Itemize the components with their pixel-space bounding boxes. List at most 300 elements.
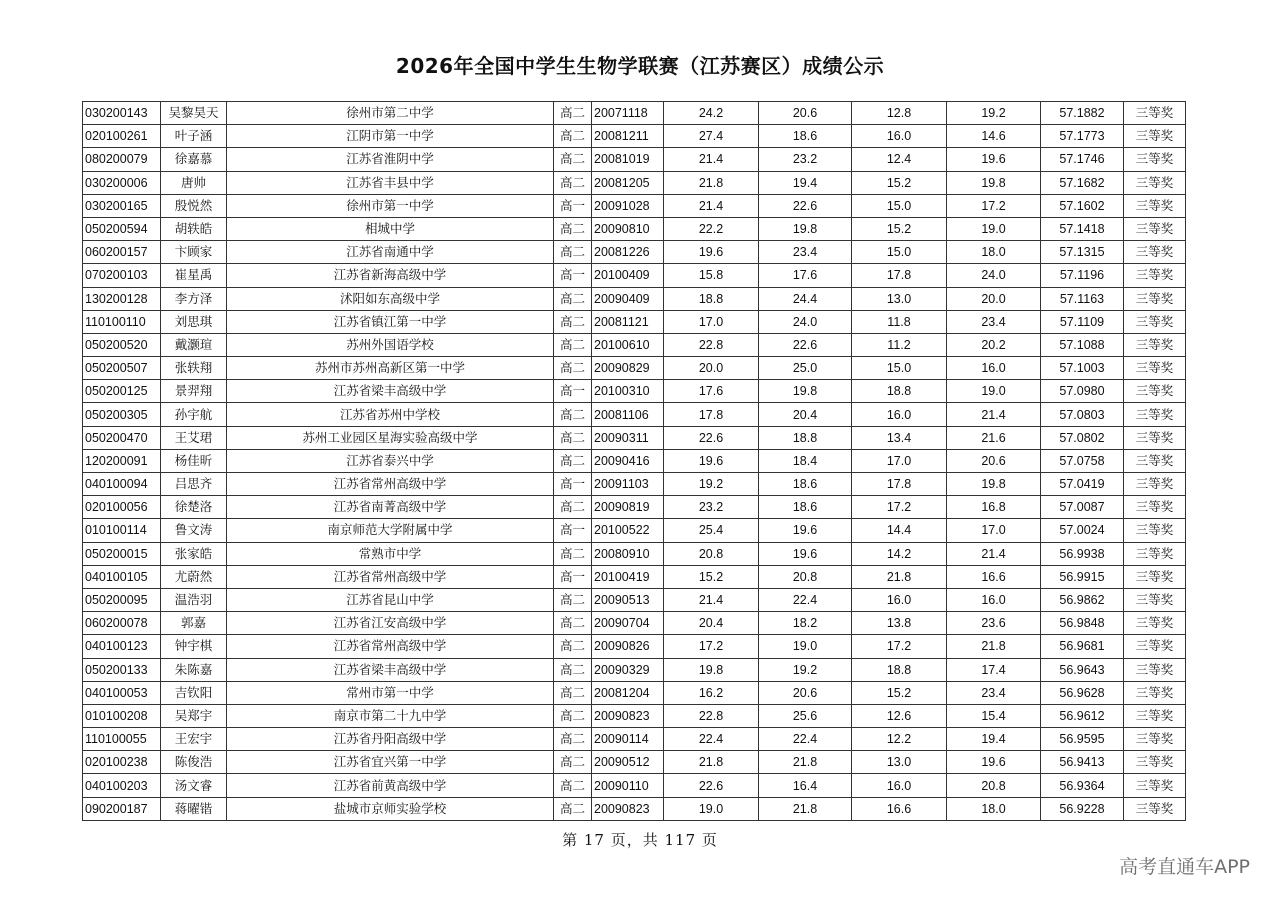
student-id-cell: 030200143 [83, 102, 161, 125]
score-1-cell: 20.8 [664, 542, 759, 565]
birthdate-cell: 20091103 [592, 473, 664, 496]
score-4-cell: 16.0 [947, 588, 1041, 611]
score-2-cell: 25.6 [759, 704, 852, 727]
table-row [83, 241, 1186, 264]
score-3-cell: 15.2 [852, 217, 947, 240]
score-2-cell: 20.8 [759, 565, 852, 588]
score-2-cell: 18.6 [759, 125, 852, 148]
award-cell: 三等奖 [1124, 774, 1186, 797]
student-id-cell: 020100261 [83, 125, 161, 148]
student-id-cell: 040100053 [83, 681, 161, 704]
score-1-cell: 20.4 [664, 612, 759, 635]
score-2-cell: 23.4 [759, 241, 852, 264]
award-cell: 三等奖 [1124, 542, 1186, 565]
score-2-cell: 22.4 [759, 728, 852, 751]
total-score-cell: 56.9413 [1041, 751, 1124, 774]
score-4-cell: 17.0 [947, 519, 1041, 542]
birthdate-cell: 20091028 [592, 194, 664, 217]
grade-cell: 高二 [554, 333, 592, 356]
table-row [83, 217, 1186, 240]
grade-cell: 高二 [554, 681, 592, 704]
birthdate-cell: 20100419 [592, 565, 664, 588]
total-score-cell: 56.9938 [1041, 542, 1124, 565]
student-name-cell: 景羿翔 [161, 380, 227, 403]
score-1-cell: 21.8 [664, 751, 759, 774]
birthdate-cell: 20081211 [592, 125, 664, 148]
award-cell: 三等奖 [1124, 519, 1186, 542]
score-2-cell: 19.6 [759, 519, 852, 542]
score-1-cell: 19.2 [664, 473, 759, 496]
student-id-cell: 010100114 [83, 519, 161, 542]
student-id-cell: 110100055 [83, 728, 161, 751]
birthdate-cell: 20090416 [592, 449, 664, 472]
score-2-cell: 20.4 [759, 403, 852, 426]
score-2-cell: 16.4 [759, 774, 852, 797]
table-row [83, 310, 1186, 333]
total-score-cell: 57.1003 [1041, 357, 1124, 380]
score-4-cell: 23.4 [947, 681, 1041, 704]
total-score-cell: 56.9643 [1041, 658, 1124, 681]
table-row [83, 658, 1186, 681]
score-3-cell: 16.0 [852, 125, 947, 148]
birthdate-cell: 20090513 [592, 588, 664, 611]
score-1-cell: 23.2 [664, 496, 759, 519]
grade-cell: 高二 [554, 171, 592, 194]
student-name-cell: 叶子涵 [161, 125, 227, 148]
student-id-cell: 110100110 [83, 310, 161, 333]
total-score-cell: 57.1315 [1041, 241, 1124, 264]
score-2-cell: 25.0 [759, 357, 852, 380]
score-3-cell: 18.8 [852, 658, 947, 681]
score-1-cell: 25.4 [664, 519, 759, 542]
score-1-cell: 21.8 [664, 171, 759, 194]
award-cell: 三等奖 [1124, 565, 1186, 588]
total-score-cell: 57.1746 [1041, 148, 1124, 171]
school-cell: 江苏省淮阴中学 [227, 148, 554, 171]
student-id-cell: 030200165 [83, 194, 161, 217]
score-2-cell: 19.8 [759, 380, 852, 403]
student-id-cell: 050200507 [83, 357, 161, 380]
student-name-cell: 张轶翔 [161, 357, 227, 380]
table-row [83, 148, 1186, 171]
student-id-cell: 050200470 [83, 426, 161, 449]
award-cell: 三等奖 [1124, 681, 1186, 704]
grade-cell: 高二 [554, 125, 592, 148]
award-cell: 三等奖 [1124, 194, 1186, 217]
score-2-cell: 18.2 [759, 612, 852, 635]
school-cell: 江苏省前黄高级中学 [227, 774, 554, 797]
school-cell: 江苏省宜兴第一中学 [227, 751, 554, 774]
grade-cell: 高二 [554, 612, 592, 635]
score-3-cell: 13.0 [852, 751, 947, 774]
total-score-cell: 57.0758 [1041, 449, 1124, 472]
student-name-cell: 陈俊浩 [161, 751, 227, 774]
table-row [83, 704, 1186, 727]
total-score-cell: 56.9862 [1041, 588, 1124, 611]
school-cell: 苏州工业园区星海实验高级中学 [227, 426, 554, 449]
score-2-cell: 19.8 [759, 217, 852, 240]
score-3-cell: 15.2 [852, 171, 947, 194]
score-2-cell: 20.6 [759, 102, 852, 125]
score-3-cell: 13.4 [852, 426, 947, 449]
score-3-cell: 17.2 [852, 496, 947, 519]
school-cell: 江苏省苏州中学校 [227, 403, 554, 426]
total-score-cell: 56.9915 [1041, 565, 1124, 588]
birthdate-cell: 20090823 [592, 797, 664, 820]
score-4-cell: 20.0 [947, 287, 1041, 310]
student-id-cell: 040100094 [83, 473, 161, 496]
award-cell: 三等奖 [1124, 102, 1186, 125]
total-score-cell: 57.0024 [1041, 519, 1124, 542]
score-4-cell: 17.2 [947, 194, 1041, 217]
birthdate-cell: 20090329 [592, 658, 664, 681]
student-id-cell: 050200520 [83, 333, 161, 356]
table-row [83, 612, 1186, 635]
score-4-cell: 20.6 [947, 449, 1041, 472]
student-name-cell: 吴郑宇 [161, 704, 227, 727]
table-row [83, 287, 1186, 310]
school-cell: 江苏省南菁高级中学 [227, 496, 554, 519]
score-4-cell: 16.0 [947, 357, 1041, 380]
award-cell: 三等奖 [1124, 241, 1186, 264]
table-row [83, 171, 1186, 194]
school-cell: 徐州市第二中学 [227, 102, 554, 125]
score-4-cell: 14.6 [947, 125, 1041, 148]
score-3-cell: 21.8 [852, 565, 947, 588]
award-cell: 三等奖 [1124, 449, 1186, 472]
score-1-cell: 22.6 [664, 774, 759, 797]
score-1-cell: 15.8 [664, 264, 759, 287]
total-score-cell: 57.0087 [1041, 496, 1124, 519]
grade-cell: 高二 [554, 658, 592, 681]
score-4-cell: 19.8 [947, 171, 1041, 194]
score-2-cell: 24.4 [759, 287, 852, 310]
results-table-body [83, 102, 1186, 821]
table-row [83, 728, 1186, 751]
grade-cell: 高二 [554, 403, 592, 426]
grade-cell: 高二 [554, 704, 592, 727]
birthdate-cell: 20100409 [592, 264, 664, 287]
school-cell: 南京师范大学附属中学 [227, 519, 554, 542]
school-cell: 相城中学 [227, 217, 554, 240]
student-id-cell: 040100105 [83, 565, 161, 588]
student-id-cell: 010100208 [83, 704, 161, 727]
student-name-cell: 钟宇棋 [161, 635, 227, 658]
birthdate-cell: 20081226 [592, 241, 664, 264]
student-name-cell: 殷悦然 [161, 194, 227, 217]
student-name-cell: 王宏宇 [161, 728, 227, 751]
school-cell: 江苏省江安高级中学 [227, 612, 554, 635]
table-row [83, 681, 1186, 704]
student-id-cell: 050200305 [83, 403, 161, 426]
student-name-cell: 李方泽 [161, 287, 227, 310]
grade-cell: 高二 [554, 357, 592, 380]
school-cell: 江苏省常州高级中学 [227, 565, 554, 588]
table-row [83, 774, 1186, 797]
score-3-cell: 15.0 [852, 194, 947, 217]
school-cell: 常州市第一中学 [227, 681, 554, 704]
score-4-cell: 19.8 [947, 473, 1041, 496]
score-4-cell: 21.6 [947, 426, 1041, 449]
total-score-cell: 57.1109 [1041, 310, 1124, 333]
table-row [83, 565, 1186, 588]
score-3-cell: 17.0 [852, 449, 947, 472]
score-1-cell: 22.2 [664, 217, 759, 240]
table-row [83, 264, 1186, 287]
score-2-cell: 18.4 [759, 449, 852, 472]
score-4-cell: 21.4 [947, 403, 1041, 426]
student-name-cell: 徐楚洛 [161, 496, 227, 519]
score-1-cell: 21.4 [664, 588, 759, 611]
table-row [83, 542, 1186, 565]
student-id-cell: 050200095 [83, 588, 161, 611]
score-2-cell: 22.6 [759, 333, 852, 356]
score-2-cell: 19.4 [759, 171, 852, 194]
score-2-cell: 17.6 [759, 264, 852, 287]
school-cell: 苏州外国语学校 [227, 333, 554, 356]
student-id-cell: 050200015 [83, 542, 161, 565]
score-1-cell: 22.8 [664, 704, 759, 727]
total-score-cell: 57.1163 [1041, 287, 1124, 310]
award-cell: 三等奖 [1124, 125, 1186, 148]
student-id-cell: 020100238 [83, 751, 161, 774]
award-cell: 三等奖 [1124, 426, 1186, 449]
student-name-cell: 汤文睿 [161, 774, 227, 797]
score-2-cell: 24.0 [759, 310, 852, 333]
grade-cell: 高二 [554, 588, 592, 611]
school-cell: 江苏省昆山中学 [227, 588, 554, 611]
student-name-cell: 唐帅 [161, 171, 227, 194]
birthdate-cell: 20081121 [592, 310, 664, 333]
score-3-cell: 12.8 [852, 102, 947, 125]
score-1-cell: 17.8 [664, 403, 759, 426]
school-cell: 常熟市中学 [227, 542, 554, 565]
award-cell: 三等奖 [1124, 658, 1186, 681]
grade-cell: 高一 [554, 264, 592, 287]
score-1-cell: 20.0 [664, 357, 759, 380]
score-3-cell: 16.0 [852, 774, 947, 797]
watermark: 高考直通车APP [1119, 856, 1250, 878]
score-1-cell: 21.4 [664, 148, 759, 171]
score-4-cell: 21.8 [947, 635, 1041, 658]
score-2-cell: 22.4 [759, 588, 852, 611]
birthdate-cell: 20080910 [592, 542, 664, 565]
award-cell: 三等奖 [1124, 287, 1186, 310]
score-2-cell: 19.2 [759, 658, 852, 681]
award-cell: 三等奖 [1124, 635, 1186, 658]
score-1-cell: 22.6 [664, 426, 759, 449]
table-row [83, 635, 1186, 658]
score-1-cell: 17.2 [664, 635, 759, 658]
table-row [83, 426, 1186, 449]
score-4-cell: 23.6 [947, 612, 1041, 635]
student-id-cell: 040100203 [83, 774, 161, 797]
total-score-cell: 57.0419 [1041, 473, 1124, 496]
school-cell: 徐州市第一中学 [227, 194, 554, 217]
award-cell: 三等奖 [1124, 310, 1186, 333]
score-4-cell: 18.0 [947, 797, 1041, 820]
score-3-cell: 12.6 [852, 704, 947, 727]
total-score-cell: 57.0803 [1041, 403, 1124, 426]
table-row [83, 357, 1186, 380]
birthdate-cell: 20090826 [592, 635, 664, 658]
total-score-cell: 57.1682 [1041, 171, 1124, 194]
total-score-cell: 57.1196 [1041, 264, 1124, 287]
school-cell: 江苏省南通中学 [227, 241, 554, 264]
award-cell: 三等奖 [1124, 612, 1186, 635]
score-2-cell: 22.6 [759, 194, 852, 217]
birthdate-cell: 20090114 [592, 728, 664, 751]
score-4-cell: 20.2 [947, 333, 1041, 356]
award-cell: 三等奖 [1124, 473, 1186, 496]
score-1-cell: 17.0 [664, 310, 759, 333]
birthdate-cell: 20081205 [592, 171, 664, 194]
total-score-cell: 57.1088 [1041, 333, 1124, 356]
award-cell: 三等奖 [1124, 264, 1186, 287]
award-cell: 三等奖 [1124, 728, 1186, 751]
page-number: 第 17 页，共 117 页 [562, 831, 718, 849]
score-3-cell: 16.0 [852, 403, 947, 426]
student-name-cell: 胡轶皓 [161, 217, 227, 240]
score-1-cell: 27.4 [664, 125, 759, 148]
birthdate-cell: 20100610 [592, 333, 664, 356]
score-3-cell: 16.0 [852, 588, 947, 611]
award-cell: 三等奖 [1124, 171, 1186, 194]
total-score-cell: 56.9628 [1041, 681, 1124, 704]
student-name-cell: 王艾珺 [161, 426, 227, 449]
birthdate-cell: 20090819 [592, 496, 664, 519]
school-cell: 江阴市第一中学 [227, 125, 554, 148]
score-1-cell: 19.6 [664, 449, 759, 472]
award-cell: 三等奖 [1124, 403, 1186, 426]
birthdate-cell: 20081019 [592, 148, 664, 171]
table-row [83, 751, 1186, 774]
total-score-cell: 56.9228 [1041, 797, 1124, 820]
score-2-cell: 19.0 [759, 635, 852, 658]
score-3-cell: 17.8 [852, 264, 947, 287]
award-cell: 三等奖 [1124, 751, 1186, 774]
score-1-cell: 17.6 [664, 380, 759, 403]
score-3-cell: 17.8 [852, 473, 947, 496]
total-score-cell: 56.9364 [1041, 774, 1124, 797]
score-3-cell: 13.0 [852, 287, 947, 310]
total-score-cell: 57.1773 [1041, 125, 1124, 148]
total-score-cell: 57.1602 [1041, 194, 1124, 217]
student-name-cell: 杨佳昕 [161, 449, 227, 472]
score-3-cell: 14.4 [852, 519, 947, 542]
award-cell: 三等奖 [1124, 496, 1186, 519]
student-id-cell: 080200079 [83, 148, 161, 171]
birthdate-cell: 20081204 [592, 681, 664, 704]
grade-cell: 高二 [554, 751, 592, 774]
score-3-cell: 16.6 [852, 797, 947, 820]
score-1-cell: 21.4 [664, 194, 759, 217]
score-2-cell: 19.6 [759, 542, 852, 565]
score-2-cell: 20.6 [759, 681, 852, 704]
award-cell: 三等奖 [1124, 333, 1186, 356]
grade-cell: 高二 [554, 635, 592, 658]
student-id-cell: 090200187 [83, 797, 161, 820]
student-name-cell: 朱陈嘉 [161, 658, 227, 681]
score-3-cell: 14.2 [852, 542, 947, 565]
score-2-cell: 21.8 [759, 751, 852, 774]
table-row [83, 449, 1186, 472]
score-4-cell: 19.0 [947, 217, 1041, 240]
table-row [83, 380, 1186, 403]
total-score-cell: 57.1418 [1041, 217, 1124, 240]
student-id-cell: 070200103 [83, 264, 161, 287]
table-row [83, 797, 1186, 820]
student-name-cell: 崔星禹 [161, 264, 227, 287]
student-id-cell: 050200125 [83, 380, 161, 403]
score-4-cell: 18.0 [947, 241, 1041, 264]
school-cell: 沭阳如东高级中学 [227, 287, 554, 310]
award-cell: 三等奖 [1124, 357, 1186, 380]
table-row [83, 588, 1186, 611]
score-4-cell: 21.4 [947, 542, 1041, 565]
score-1-cell: 18.8 [664, 287, 759, 310]
birthdate-cell: 20090704 [592, 612, 664, 635]
school-cell: 江苏省梁丰高级中学 [227, 658, 554, 681]
table-row [83, 473, 1186, 496]
award-cell: 三等奖 [1124, 797, 1186, 820]
birthdate-cell: 20100310 [592, 380, 664, 403]
grade-cell: 高二 [554, 797, 592, 820]
score-2-cell: 18.6 [759, 496, 852, 519]
score-4-cell: 16.8 [947, 496, 1041, 519]
score-2-cell: 23.2 [759, 148, 852, 171]
score-4-cell: 19.2 [947, 102, 1041, 125]
grade-cell: 高二 [554, 449, 592, 472]
score-2-cell: 18.8 [759, 426, 852, 449]
student-name-cell: 吉钦阳 [161, 681, 227, 704]
birthdate-cell: 20090823 [592, 704, 664, 727]
student-name-cell: 鲁文涛 [161, 519, 227, 542]
table-row [83, 125, 1186, 148]
award-cell: 三等奖 [1124, 217, 1186, 240]
birthdate-cell: 20071118 [592, 102, 664, 125]
score-1-cell: 19.8 [664, 658, 759, 681]
student-name-cell: 温浩羽 [161, 588, 227, 611]
student-id-cell: 050200594 [83, 217, 161, 240]
birthdate-cell: 20090409 [592, 287, 664, 310]
grade-cell: 高二 [554, 728, 592, 751]
score-3-cell: 15.0 [852, 357, 947, 380]
table-row [83, 333, 1186, 356]
award-cell: 三等奖 [1124, 380, 1186, 403]
grade-cell: 高二 [554, 102, 592, 125]
birthdate-cell: 20090829 [592, 357, 664, 380]
results-table [82, 101, 1186, 821]
student-id-cell: 130200128 [83, 287, 161, 310]
page-title: 2026年全国中学生生物学联赛（江苏赛区）成绩公示 [395, 54, 885, 78]
student-id-cell: 060200078 [83, 612, 161, 635]
score-4-cell: 20.8 [947, 774, 1041, 797]
birthdate-cell: 20090311 [592, 426, 664, 449]
score-4-cell: 19.6 [947, 751, 1041, 774]
score-4-cell: 16.6 [947, 565, 1041, 588]
grade-cell: 高一 [554, 380, 592, 403]
score-3-cell: 15.2 [852, 681, 947, 704]
grade-cell: 高一 [554, 194, 592, 217]
grade-cell: 高二 [554, 542, 592, 565]
school-cell: 江苏省镇江第一中学 [227, 310, 554, 333]
total-score-cell: 56.9848 [1041, 612, 1124, 635]
school-cell: 江苏省梁丰高级中学 [227, 380, 554, 403]
score-1-cell: 15.2 [664, 565, 759, 588]
student-name-cell: 蒋曜锴 [161, 797, 227, 820]
student-id-cell: 120200091 [83, 449, 161, 472]
